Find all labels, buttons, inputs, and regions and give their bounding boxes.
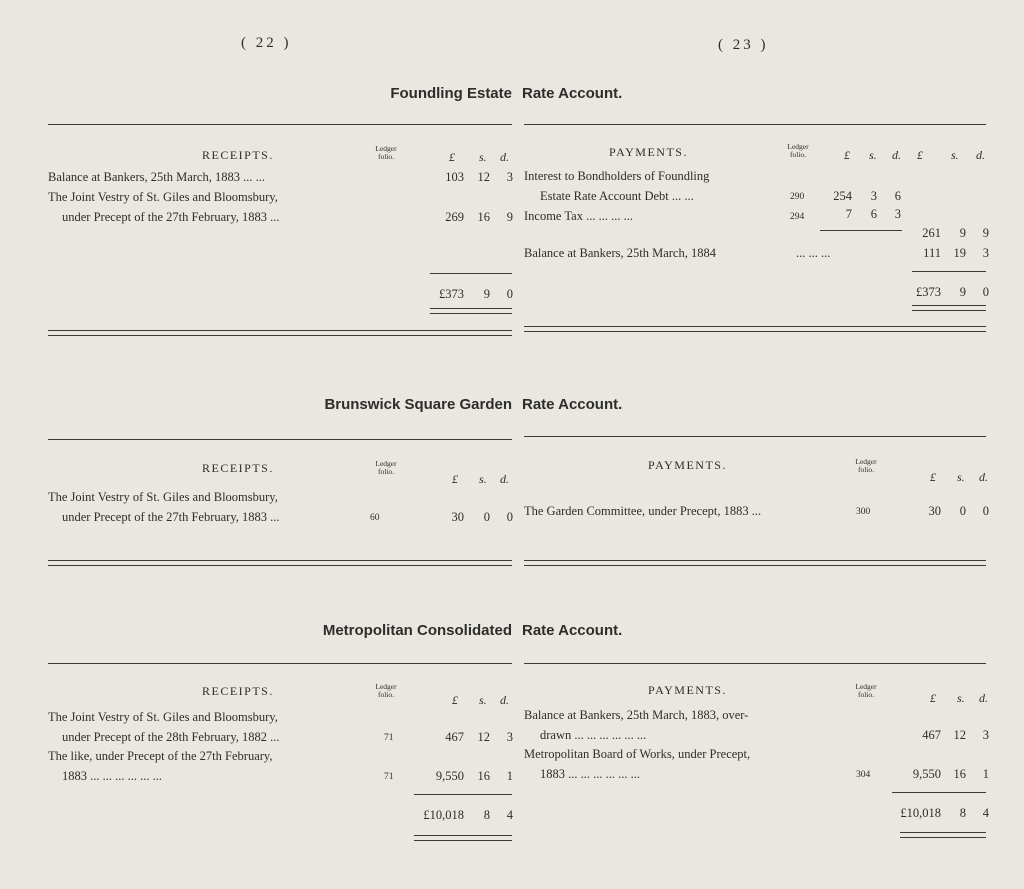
pence-heading: d. [976,148,985,162]
receipts-heading: RECEIPTS. [202,461,274,475]
rule [524,663,986,664]
double-rule [414,835,512,841]
pound-heading: £ [930,691,936,705]
pence-heading: d. [500,150,509,164]
shilling-heading: s. [479,472,487,486]
ledger-folio-heading: Ledger folio. [787,142,809,159]
total-pence: 4 [506,808,513,822]
balance-shillings: 19 [953,246,966,260]
payment-line: Income Tax ... ... ... ... [524,209,633,223]
section-end-rule [48,330,512,336]
amount-pounds: 254 [833,189,852,203]
shilling-heading: s. [479,150,487,164]
section-title-right: Rate Account. [522,622,623,639]
total-pence: 0 [506,287,513,301]
rule [48,124,512,125]
ledger-folio: 60 [370,513,380,523]
pound-heading: £ [452,472,458,486]
payment-line: drawn ... ... ... ... ... ... [540,728,647,742]
amount-shillings: 16 [953,767,966,781]
payments-heading: PAYMENTS. [609,145,688,159]
section-title-left: Brunswick Square Garden [324,396,512,413]
total-shillings: 9 [483,287,490,301]
shilling-heading: s. [869,148,877,162]
double-rule [430,308,512,314]
rule [48,663,512,664]
section-title-left: Foundling Estate [390,85,512,102]
total-pounds: £10,018 [900,806,941,820]
section-end-rule [524,326,986,332]
total-rule [414,794,512,795]
amount-pounds: 9,550 [435,769,464,783]
amount-pounds: 467 [445,730,464,744]
receipt-line: The Joint Vestry of St. Giles and Bloomsbury, [48,710,278,724]
amount-pence: 1 [506,769,513,783]
total-shillings: 8 [483,808,490,822]
double-rule [912,305,986,311]
pound-heading: £ [917,148,923,162]
pound-heading: £ [452,693,458,707]
balance-label: Balance at Bankers, 25th March, 1884 [524,246,716,260]
pence-heading: d. [500,472,509,486]
ledger-folio-heading: Ledger folio. [855,457,877,474]
ledger-folio-heading: Ledger folio. [375,682,397,699]
ledger-folio-heading: Ledger folio. [375,459,397,476]
amount-pence: 3 [506,730,513,744]
subtotal-rule [820,230,902,231]
payment-line: Metropolitan Board of Works, under Precept, [524,747,751,761]
total-pounds: £10,018 [423,808,464,822]
amount-shillings: 16 [477,210,490,224]
ledger-folio: 71 [384,772,394,782]
amount-pence: 3 [982,728,989,742]
section-end-rule [524,560,986,566]
payment-line: 1883 ... ... ... ... ... ... [540,767,640,781]
amount-pounds: 7 [845,207,852,221]
pence-heading: d. [979,691,988,705]
section-title-left: Metropolitan Consolidated [322,622,512,639]
amount-pence: 0 [506,510,513,524]
receipt-line: Balance at Bankers, 25th March, 1883 ... ... [48,170,265,184]
payment-line: Estate Rate Account Debt ... ... [540,189,694,203]
pound-heading: £ [930,470,936,484]
ledger-folio: 294 [790,212,805,222]
payment-line: The Garden Committee, under Precept, 1883 ... [524,504,762,518]
receipts-heading: RECEIPTS. [202,684,274,698]
ledger-folio: 71 [384,733,394,743]
rule [524,436,986,437]
amount-shillings: 0 [959,504,966,518]
amount-pence: 9 [506,210,513,224]
pound-heading: £ [844,148,850,162]
total-pence: 0 [982,285,989,299]
receipt-line: under Precept of the 27th February, 1883 ... [62,210,280,224]
amount-shillings: 12 [477,170,490,184]
ledger-folio: 290 [790,192,805,202]
section-title-right: Rate Account. [522,85,623,102]
total-rule [430,273,512,274]
payment-line: Interest to Bondholders of Foundling [524,169,710,183]
amount-pounds: 30 [451,510,464,524]
ledger-folio: 304 [856,770,871,780]
receipt-line: The Joint Vestry of St. Giles and Bloomsbury, [48,490,278,504]
subtotal-pounds: 261 [922,226,941,240]
total-pence: 4 [982,806,989,820]
shilling-heading: s. [951,148,959,162]
amount-pence: 6 [894,189,901,203]
receipt-line: under Precept of the 27th February, 1883 ... [62,510,280,524]
amount-pence: 0 [982,504,989,518]
section-end-rule [48,560,512,566]
amount-shillings: 6 [870,207,877,221]
section-title-right: Rate Account. [522,396,623,413]
amount-shillings: 0 [483,510,490,524]
payments-heading: PAYMENTS. [648,683,727,697]
ledger-folio-heading: Ledger folio. [855,682,877,699]
receipt-line: 1883 ... ... ... ... ... ... [62,769,162,783]
amount-shillings: 12 [953,728,966,742]
page-number-left: ( 22 ) [241,35,292,51]
receipt-line: The like, under Precept of the 27th February, [48,749,273,763]
subtotal-pence: 9 [982,226,989,240]
page-number-right: ( 23 ) [718,37,769,53]
ledger-folio-heading: Ledger folio. [375,144,397,161]
total-rule [892,792,986,793]
amount-pounds: 467 [922,728,941,742]
shilling-heading: s. [957,691,965,705]
rule [48,439,512,440]
amount-shillings: 3 [870,189,877,203]
pence-heading: d. [892,148,901,162]
balance-pence: 3 [982,246,989,260]
amount-pence: 1 [982,767,989,781]
total-pounds: £373 [916,285,941,299]
double-rule [900,832,986,838]
pence-heading: d. [500,693,509,707]
balance-pounds: 111 [923,246,941,260]
amount-shillings: 16 [477,769,490,783]
shilling-heading: s. [479,693,487,707]
total-shillings: 9 [959,285,966,299]
amount-pence: 3 [506,170,513,184]
payments-heading: PAYMENTS. [648,458,727,472]
amount-shillings: 12 [477,730,490,744]
receipt-line: under Precept of the 28th February, 1882 ... [62,730,280,744]
receipt-line: The Joint Vestry of St. Giles and Bloomsbury, [48,190,278,204]
shilling-heading: s. [957,470,965,484]
rule [524,124,986,125]
total-pounds: £373 [439,287,464,301]
amount-pence: 3 [894,207,901,221]
ledger-folio: 300 [856,507,871,517]
payment-line: Balance at Bankers, 25th March, 1883, over- [524,708,749,722]
amount-pounds: 269 [445,210,464,224]
pence-heading: d. [979,470,988,484]
amount-pounds: 9,550 [912,767,941,781]
receipts-heading: RECEIPTS. [202,148,274,162]
amount-pounds: 30 [928,504,941,518]
total-rule [912,271,986,272]
total-shillings: 8 [959,806,966,820]
balance-dots: ... ... ... [796,246,831,260]
amount-pounds: 103 [445,170,464,184]
pound-heading: £ [449,150,455,164]
subtotal-shillings: 9 [959,226,966,240]
